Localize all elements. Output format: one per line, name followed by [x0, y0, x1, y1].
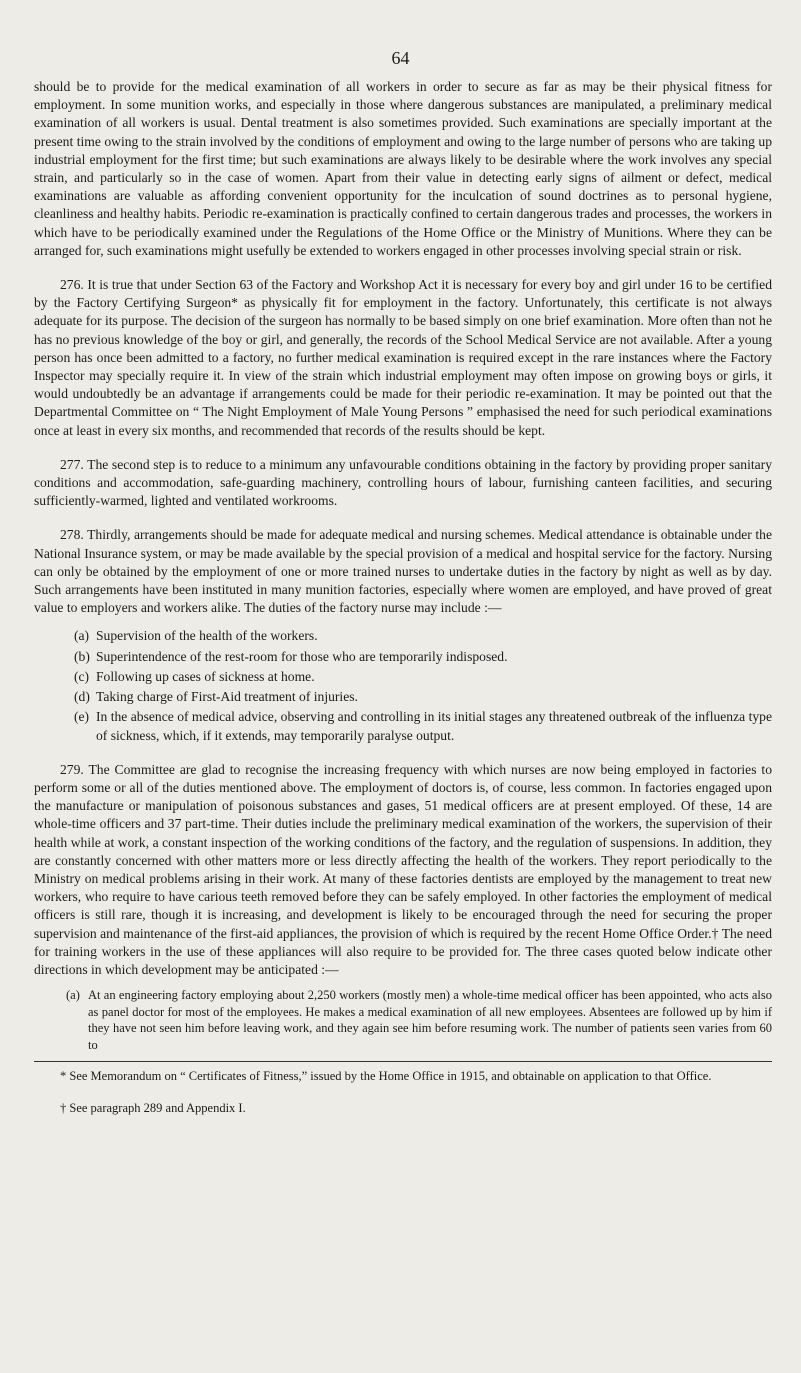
- list-item-label: (c): [74, 668, 90, 684]
- list-item-label: (e): [74, 709, 90, 725]
- list-item: [74, 708, 772, 744]
- footnote: * See Memorandum on “ Certificates of Fitness,” issued by the Home Office in 1915, and obtainable on application to that Office.: [60, 1069, 712, 1084]
- list-item: [74, 668, 772, 686]
- case-item-text: At an engineering factory employing about 2,250 workers (mostly men) a whole-time medical officer has been appointed, who acts also as panel doctor for most of the employees. He makes a medical examination of all new employees. Absentees are followed up by him if they have not seen him before leaving work, and they again see him before resuming work. The number of patients seen varies from 60 to: [88, 988, 772, 1052]
- page-number: 64: [391, 48, 410, 68]
- list-item-label: (b): [74, 648, 90, 664]
- paragraph-279: 279. The Committee are glad to recognise the increasing frequency with which nurses are now being employed in factories to perform some or all of the duties mentioned above. The employment of doctors is, of course, less common. In factories engaged upon the manufacture or manipulation of poisonous substances and gases, 51 medical officers are at present employed. Of these, 14 are whole-time officers and 37 part-time. Their duties include the preliminary medical examination of the workers, the supervision of their health while at work, a constant inspection of the working conditions of the factory, and the regulation of suspensions. In addition, they are constantly concerned with other matters more or less directly affecting the health of the workers. They report periodically to the Ministry on medical problems arising in their work. At many of these factories dentists are employed by the management to treat new workers, who require to have carious teeth removed before they can be safely employed. In other factories the employment of medical officers is still rare, though it is increasing, and development is likely to be encouraged through the need for securing the proper supervision and maintenance of the first-aid appliances, the provision of which is required by the recent Home Office Order.† The need for training workers in the use of these appliances will also require to be provided for. The three cases quoted below indicate other directions in which development may be anticipated :—: [34, 761, 772, 977]
- list-item: [74, 688, 772, 706]
- document-body: [34, 78, 772, 1132]
- paragraph-276: 276. It is true that under Section 63 of the Factory and Workshop Act it is necessary for every boy and girl under 16 to be certified by the Factory Certifying Surgeon* as physically fit for employment in the factory. Unfortunately, this certificate is not always adequate for its purpose. The decision of the surgeon has normally to be based simply on one brief examination. More often than not he has no previous knowledge of the boy or girl, and generally, the records of the School Medical Service are not available. After a young person has once been admitted to a factory, no further medical examination is required except in the rare instances where the Factory Inspector may specially require it. In view of the strain which industrial employment may often impose on growing boys or girls, it would undoubtedly be an advantage if arrangements could be made for their periodic re-examination. It may be pointed out that the Departmental Committee on “ The Night Employment of Male Young Persons ” emphasised the need for such periodical examinations once at least in every six months, and recommended that records of the results should be kept.: [34, 277, 772, 438]
- paragraph-275-continued: should be to provide for the medical examination of all workers in order to secure as far as may be their physical fitness for employment. In some munition works, and especially in those where dangerous substances are manipulated, a preliminary medical examination of all workers is usual. Dental treatment is also sometimes provided. Such examinations are specially important at the present time owing to the strain involved by the conditions of employment and owing to the large number of persons who are taking up industrial employment for the first time; but such examinations are always likely to be desirable where the work involves any special strain, and particularly so in the case of women. Apart from their value in detecting early signs of ailment or defect, medical examinations are valuable as affording convenient opportunity for the inculcation of sound doctrines as to personal hygiene, cleanliness and healthy habits. Periodic re-examination is practically confined to certain dangerous trades and processes, the workers in which have to be periodically examined under the Regulations of the Home Office or the Ministry of Munitions. Where they can be arranged for, such examinations might usefully be extended to workers engaged in other processes involving special strain or risk.: [34, 79, 772, 258]
- list-item-text: Taking charge of First-Aid treatment of injuries.: [96, 689, 358, 705]
- list-item-text: In the absence of medical advice, observing and controlling in its initial stages any threatened outbreak of the influenza type of sickness, which, if it extends, may temporarily paralyse output.: [96, 709, 772, 743]
- paragraph-278: 278. Thirdly, arrangements should be made for adequate medical and nursing schemes. Medical attendance is obtainable under the National Insurance system, or may be made available by the special provision of a medical and hospital service for the factory. Nursing can only be obtained by the employment of one or more trained nurses to undertake duties in the factory by night as well as by day. Such arrangements have been instituted in many munition factories, especially where women are employed, and have proved of great value to employers and workers alike. The duties of the factory nurse may include :—: [34, 527, 772, 616]
- case-item: [66, 987, 772, 1053]
- case-list: [66, 987, 772, 1053]
- footnote-divider: [34, 1061, 772, 1062]
- footnote: † See paragraph 289 and Appendix I.: [60, 1101, 246, 1116]
- paragraph-277: 277. The second step is to reduce to a minimum any unfavourable conditions obtaining in the factory by providing proper sanitary conditions and accommodation, safe-guarding machinery, controlling hours of labour, furnishing canteen facilities, and securing sufficiently-warmed, lighted and ventilated workrooms.: [34, 456, 772, 509]
- nurse-duties-list: [74, 627, 772, 744]
- list-item-text: Superintendence of the rest-room for those who are temporarily indisposed.: [96, 648, 508, 664]
- list-item-label: (a): [74, 628, 90, 644]
- list-item-label: (d): [74, 689, 90, 705]
- list-item: [74, 627, 772, 645]
- case-item-label: (a): [66, 988, 80, 1003]
- list-item-text: Following up cases of sickness at home.: [96, 668, 315, 684]
- list-item-text: Supervision of the health of the workers.: [96, 628, 318, 644]
- list-item: [74, 648, 772, 666]
